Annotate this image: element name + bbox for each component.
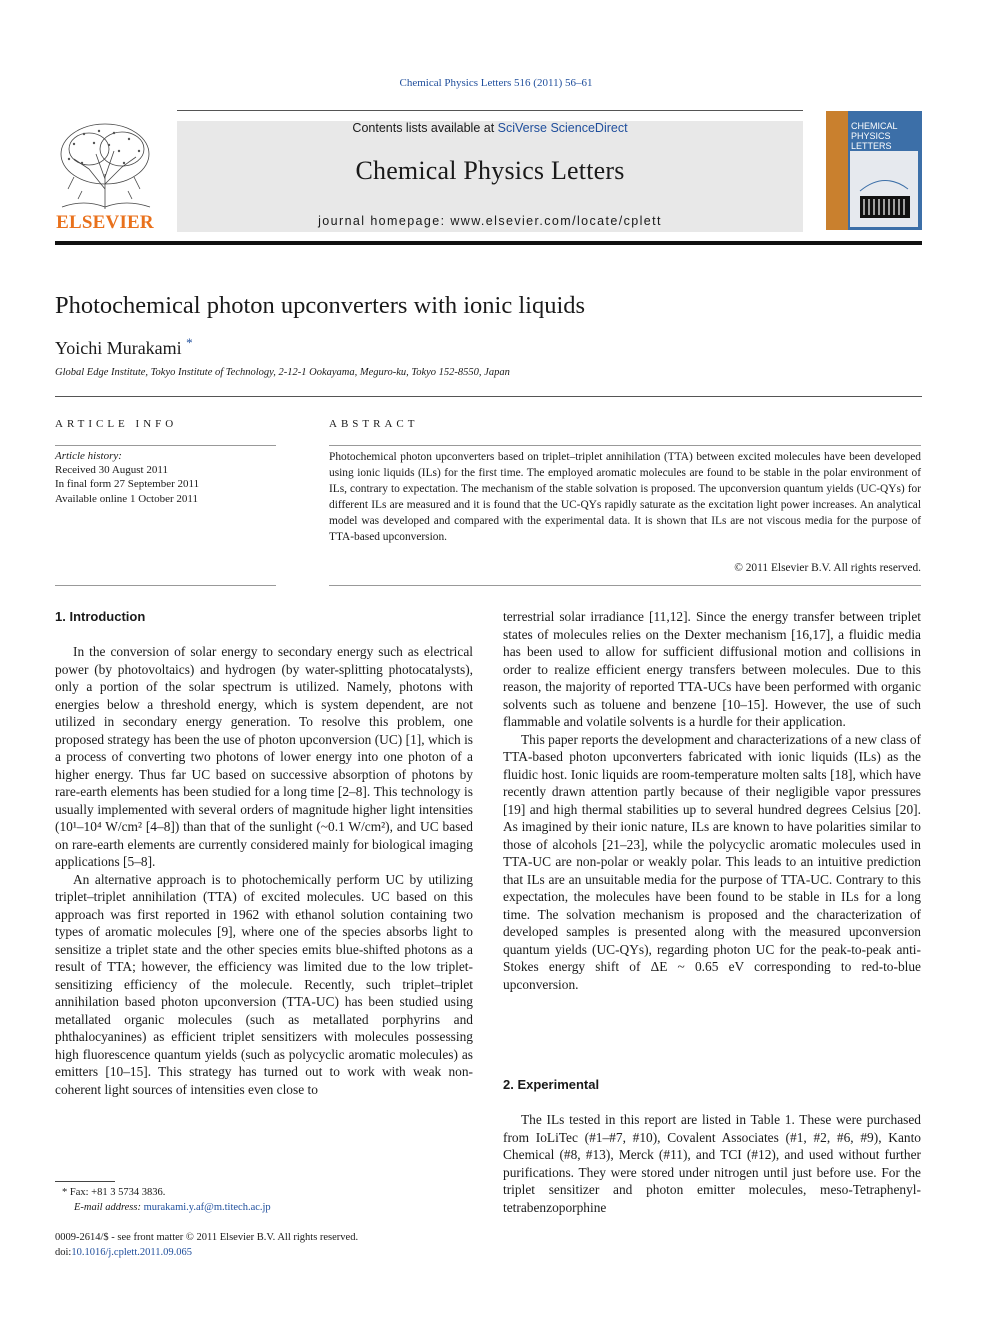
journal-title: Chemical Physics Letters — [355, 156, 625, 185]
footnote — [62, 1185, 271, 1215]
history-received: Received 30 August 2011 — [55, 464, 168, 477]
abstract-copyright: © 2011 Elsevier B.V. All rights reserved. — [734, 562, 921, 574]
cover-strip — [826, 111, 848, 230]
doi-line: doi:10.1016/j.cplett.2011.09.065 — [55, 1247, 192, 1258]
affiliation-rule — [55, 396, 922, 397]
cover-title: CHEMICAL PHYSICS LETTERS — [851, 121, 898, 151]
section-heading-introduction: 1. Introduction — [55, 609, 146, 624]
abstract-rule — [329, 445, 921, 446]
header-rule — [177, 110, 803, 111]
cover-artwork-icon — [850, 151, 918, 227]
email-label: E-mail address: — [74, 1202, 144, 1213]
journal-homepage[interactable]: journal homepage: www.elsevier.com/locate/cplett — [318, 214, 662, 228]
author-line — [55, 335, 193, 359]
journal-cover-thumbnail — [826, 111, 922, 230]
footnote-fax: * Fax: +81 3 5734 3836. — [62, 1187, 166, 1198]
author-email-link[interactable]: murakami.y.af@m.titech.ac.jp — [143, 1202, 271, 1213]
abstract-text: Photochemical photon upconverters based on triplet–triplet annihilation (TTA) between excited molecules have been developed using ionic liquids (ILs) for the first time. The employed aromatic molecules are found to be stable in the polar environment of ILs, contrary to expectation. The mechanism of the stable solvation is proposed. The upconversion quantum yields (UC-QYs) for different ILs are measured and it is found that the UC-QYs rapidly saturate as the excitation light power increases. An analytical model was developed and compared with the experimental data. It is shown that ILs are not viscous media for the purpose of TTA-based upconversion. — [329, 451, 921, 543]
author-footnote-mark[interactable]: * — [186, 335, 193, 350]
abstract-label: ABSTRACT — [329, 418, 419, 430]
contents-line — [177, 121, 803, 135]
author-affiliation: Global Edge Institute, Tokyo Institute of Technology, 2-12-1 Ookayama, Meguro-ku, Tokyo 152-8550, Japan — [55, 367, 510, 378]
author-name: Yoichi Murakami — [55, 338, 182, 358]
front-matter — [55, 1230, 358, 1260]
experimental-paragraph-1: The ILs tested in this report are listed in Table 1. These were purchased from IoLiTec (#1–#7, #10), Covalent Associates (#1, #2, #6, #9), Kanto Chemical (#8, #13), Merck (#11), and TCI (#12), and used without further purifications. They were stored under nitrogen until just before use. For the triplet sensitizer and photon emitter molecules, meso-Tetraphenyl-tetrabenzoporphine — [503, 1112, 921, 1215]
issn-line: 0009-2614/$ - see front matter © 2011 Elsevier B.V. All rights reserved. — [55, 1232, 359, 1243]
history-revised: In final form 27 September 2011 — [55, 478, 200, 491]
footnote-email-line — [62, 1200, 271, 1215]
article-title: Photochemical photon upconverters with ionic liquids — [55, 292, 586, 319]
right-column — [503, 608, 921, 993]
sciencedirect-link[interactable]: SciVerse ScienceDirect — [497, 121, 628, 135]
history-heading: Article history: — [55, 450, 122, 462]
intro-paragraph-4: This paper reports the development and characterizations of a new class of TTA-based photon upconverters fabricated with ionic liquids (ILs) as the fluidic host. Ionic liquids are room-temperature molten salts [18], which have recently drawn attention partly because of their negligible vapor pressures [19] and high thermal stabilities up to several hundred degrees Celsius [20]. As imagined by their ionic nature, ILs are known to have polarities similar to those of alcohols [21–23], while the polycyclic aromatic molecules used in TTA-UC are non-polar or weakly polar. This leads to an intuitive prediction that ILs are an unsuitable media for the purpose of TTA-UC. Contrary to this expectation, the molecules have been found to be stable in ILs for a long time. The solvation mechanism is proposed and the characterization of developed samples is presented along with the measured upconversion quantum yields (UC-QYs), regarding photon UC for the peak-to-peak anti-Stokes energy shift of ΔE ~ 0.65 eV corresponding to red-to-blue upconversion. — [503, 731, 921, 992]
left-column — [55, 643, 473, 1098]
article-history — [55, 449, 276, 506]
abstract-bottom-rule — [329, 585, 921, 586]
intro-paragraph-2: An alternative approach is to photochemically perform UC by utilizing triplet–triplet annihilation (TTA) of excited molecules. UC based on this approach was first reported in 1962 with ethanol solution containing two types of aromatic molecules [9], where one of the species absorbs light to sensitize a triplet state and the other species emits blue-shifted photons as a result of TTA; however, the efficiency was limited due to the low triplet-sensitizing efficiency of the molecule. Recently, such triplet–triplet annihilation based photon upconversion (TTA-UC) has been studied using metallated organic molecules (such as metallated porphyrins and phthalocyanines) as efficient triplet sensitizers with molecules possessing high fluorescence quantum yields (such as polycyclic aromatic molecules) as emitters [10–15]. This strategy has turned out to work with weak non-coherent light sources of intensities even close to — [55, 871, 473, 1097]
article-info-bottom-rule — [55, 585, 276, 586]
article-info-rule — [55, 445, 276, 446]
article-info-label: ARTICLE INFO — [55, 418, 178, 430]
footnote-rule — [55, 1181, 115, 1182]
intro-paragraph-1: In the conversion of solar energy to secondary energy such as electrical power (by photovoltaics) and hydrogen (by water-splitting photocatalysts), only a portion of the solar spectrum is utilized. Namely, photons with energies below a threshold energy, which is system dependent, are not utilized in secondary energy generation. To resolve this problem, one proposed strategy has been the use of photon upconversion (UC) [1], which is a process of converting two photons of lower energy into one photon of a higher energy. Thus far UC based on successive absorption of photons by rare-earth elements has been studied for a long time [2–8]. This technology is usually implemented with several orders of magnitude higher light intensities (10¹–10⁴ W/cm² [4–8]) than that of the sunlight (~0.1 W/cm²), and UC based on rare-earth elements are currently considered mainly for biological imaging applications [5–8]. — [55, 644, 473, 869]
journal-citation[interactable]: Chemical Physics Letters 516 (2011) 56–61 — [399, 77, 593, 89]
contents-prefix: Contents lists available at — [352, 121, 498, 135]
masthead-bottom-rule — [55, 241, 922, 245]
history-online: Available online 1 October 2011 — [55, 492, 198, 505]
experimental-column — [503, 1111, 921, 1216]
section-heading-experimental: 2. Experimental — [503, 1077, 600, 1092]
elsevier-wordmark: ELSEVIER — [56, 212, 154, 233]
doi-link[interactable]: 10.1016/j.cplett.2011.09.065 — [71, 1247, 192, 1258]
intro-paragraph-3: terrestrial solar irradiance [11,12]. Since the energy transfer between triplet states of molecules relies on the Dexter mechanism [16,17], a fluidic media has been used to allow for sufficient diffusional motion and collisions in order to realize efficient energy transfers between molecules. Due to this reason, the majority of reported TTA-UCs have been performed with organic solvents such as toluene and benzene [10–15]. However, the use of such flammable and volatile solvents is a hurdle for their application. — [503, 609, 921, 729]
